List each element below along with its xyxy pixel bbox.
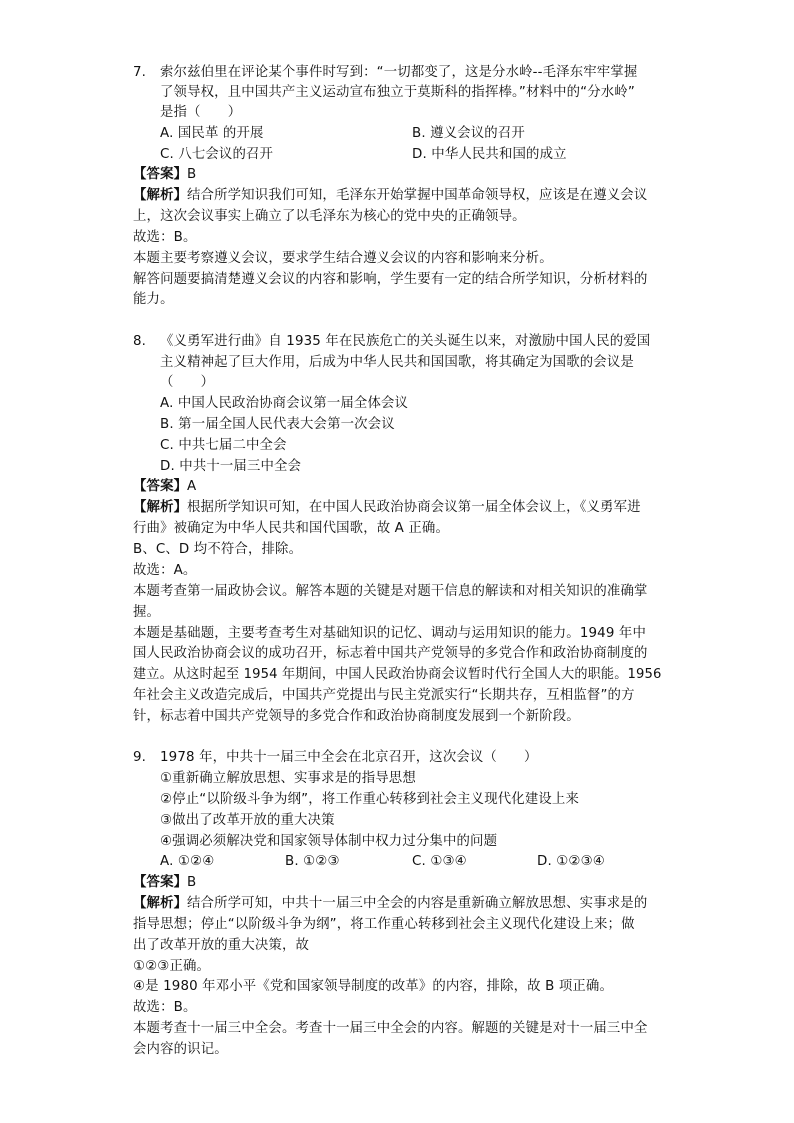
analysis-line: 握。 [133, 605, 161, 620]
answer-value: A [187, 479, 197, 494]
option-a: A. ①②④ [160, 854, 215, 869]
question-stem-line: 主义精神起了巨大作用，后成为中华人民共和国国歌，将其确定为国歌的会议是 [160, 355, 634, 370]
analysis-line: 年社会主义改造完成后，中国共产党提出与民主党派实行“长期共存，互相监督”的方 [133, 688, 635, 703]
option-c: C. 八七会议的召开 [160, 147, 274, 162]
statement-item: ③做出了改革开放的重大决策 [160, 813, 335, 828]
statement-item: ①重新确立解放思想、实事求是的指导思想 [160, 771, 416, 786]
analysis-line: 本题考查十一届三中全会。考查十一届三中全会的内容。解题的关键是对十一届三中全 [133, 1021, 648, 1036]
question-stem-line: 1978 年，中共十一届三中全会在北京召开，这次会议（ ） [160, 750, 538, 765]
option-d: D. ①②③④ [537, 854, 605, 869]
analysis-label: 【解析】 [133, 500, 188, 515]
analysis-line: 根据所学知识可知，在中国人民政治协商会议第一届全体会议上，《义勇军进 [187, 500, 641, 515]
analysis-line: 故选：A。 [133, 563, 197, 578]
answer-label: 【答案】 [133, 875, 188, 890]
analysis-line: 建立。从这时起至 1954 年期间，中国人民政治协商会议暂时代行全国人大的职能。1956 [133, 667, 662, 682]
answer-value: B [187, 875, 197, 890]
question-number: 7. [133, 65, 147, 80]
question-stem-line: 了领导权，且中国共产主义运动宣布独立于莫斯科的指挥棒。”材料中的“分水岭” [160, 85, 635, 100]
question-stem-line: 《义勇军进行曲》自 1935 年在民族危亡的关头诞生以来，对激励中国人民的爱国 [160, 334, 651, 349]
analysis-line: 本题主要考察遵义会议，要求学生结合遵义会议的内容和影响来分析。 [133, 251, 553, 266]
analysis-line: 国人民政治协商会议的成功召开，标志着中国共产党领导的多党合作和政治协商制度的 [133, 646, 648, 661]
analysis-line: 本题是基础题，主要考查考生对基础知识的记忆、调动与运用知识的能力。1949 年中 [133, 626, 647, 641]
analysis-line: 故选：B。 [133, 230, 197, 245]
option-a: A. 国民革 的开展 [160, 126, 264, 141]
option-b: B. 第一届全国人民代表大会第一次会议 [160, 417, 395, 432]
statement-item: ④强调必须解决党和国家领导体制中权力过分集中的问题 [160, 834, 498, 849]
answer-value: B [187, 167, 197, 182]
analysis-line: 指导思想；停止“以阶级斗争为纲”，将工作重心转移到社会主义现代化建设上来；做 [133, 917, 635, 932]
analysis-line: 上，这次会议事实上确立了以毛泽东为核心的党中央的正确领导。 [133, 209, 526, 224]
option-d: D. 中共十一届三中全会 [160, 459, 302, 474]
question-stem-line: （ ） [160, 375, 215, 390]
analysis-line: 结合所学可知，中共十一届三中全会的内容是重新确立解放思想、实事求是的 [187, 896, 648, 911]
analysis-line: 解答问题要搞清楚遵义会议的内容和影响，学生要有一定的结合所学知识，分析材料的 [133, 272, 648, 287]
option-c: C. 中共七届二中全会 [160, 438, 287, 453]
statement-item: ②停止“以阶级斗争为纲”，将工作重心转移到社会主义现代化建设上来 [160, 792, 580, 807]
question-number: 9. [133, 750, 147, 765]
analysis-line: 故选：B。 [133, 1000, 197, 1015]
option-b: B. ①②③ [285, 854, 340, 869]
analysis-line: 结合所学知识我们可知，毛泽东开始掌握中国革命领导权，应该是在遵义会议 [187, 188, 648, 203]
analysis-line: ④是 1980 年邓小平《党和国家领导制度的改革》的内容，排除，故 B 项正确。 [133, 979, 614, 994]
analysis-label: 【解析】 [133, 188, 188, 203]
option-c: C. ①③④ [412, 854, 467, 869]
analysis-line: ①②③正确。 [133, 959, 211, 974]
analysis-line: B、C、D 均不符合，排除。 [133, 542, 303, 557]
analysis-line: 针，标志着中国共产党领导的多党合作和政治协商制度发展到一个新阶段。 [133, 709, 580, 724]
question-stem-line: 索尔兹伯里在评论某个事件时写到：“一切都变了，这是分水岭--毛泽东牢牢掌握 [160, 65, 638, 80]
option-b: B. 遵义会议的召开 [412, 126, 525, 141]
analysis-label: 【解析】 [133, 896, 188, 911]
analysis-line: 本题考查第一届政协会议。解答本题的关键是对题干信息的解读和对相关知识的准确掌 [133, 584, 648, 599]
analysis-line: 会内容的识记。 [133, 1042, 228, 1057]
analysis-line: 出了改革开放的重大决策，故 [133, 938, 310, 953]
answer-label: 【答案】 [133, 479, 188, 494]
question-stem-line: 是指（ ） [160, 105, 242, 120]
question-number: 8. [133, 334, 147, 349]
analysis-line: 能力。 [133, 292, 174, 307]
option-d: D. 中华人民共和国的成立 [412, 147, 567, 162]
analysis-line: 行曲》被确定为中华人民共和国代国歌，故 A 正确。 [133, 521, 450, 536]
option-a: A. 中国人民政治协商会议第一届全体会议 [160, 396, 409, 411]
answer-label: 【答案】 [133, 167, 188, 182]
